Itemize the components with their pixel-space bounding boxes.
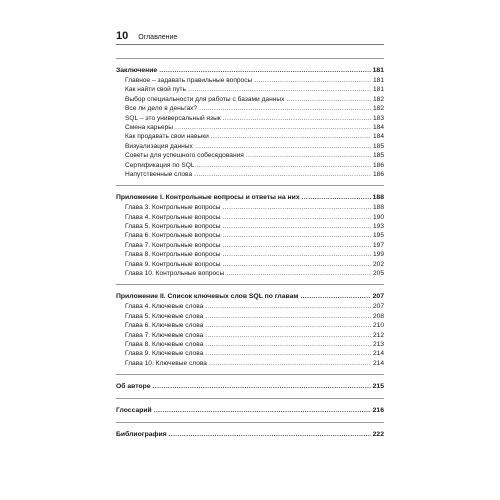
toc-sub-entry-title: Глава 4. Ключевые слова bbox=[125, 303, 204, 311]
toc-sub-entry-title: Напутственные слова bbox=[125, 170, 193, 178]
toc-main-entry-title: Заключение bbox=[116, 67, 158, 74]
toc-sub-entry-page: 183 bbox=[372, 114, 384, 122]
toc-main-entry-page: 216 bbox=[372, 407, 384, 415]
dot-leader bbox=[209, 359, 371, 368]
toc-main-entry-page: 181 bbox=[372, 67, 384, 74]
toc-sub-entry[interactable] bbox=[116, 302, 384, 311]
toc-sub-entry-title: Глава 5. Контрольные вопросы bbox=[125, 223, 221, 231]
toc-main-entry[interactable] bbox=[116, 381, 384, 392]
toc-sub-entry[interactable] bbox=[116, 213, 384, 222]
toc-sub-entry-title: Глава 7. Контрольные вопросы bbox=[125, 241, 221, 249]
toc-sub-entry-title: Глава 9. Контрольные вопросы bbox=[125, 260, 221, 268]
toc-sub-entry-page: 182 bbox=[372, 95, 384, 103]
toc-sub-entry-page: 186 bbox=[372, 170, 384, 178]
toc-sub-entry-title: Сертификация по SQL bbox=[125, 161, 195, 169]
toc-sub-entry-title: Глава 9. Ключевые слова bbox=[125, 350, 204, 358]
toc-sub-entry[interactable] bbox=[116, 349, 384, 358]
toc-sub-entry-page: 207 bbox=[372, 303, 384, 311]
toc-sub-entry-page: 214 bbox=[372, 350, 384, 358]
dot-leader bbox=[205, 331, 371, 340]
toc-sub-entry-page: 185 bbox=[372, 142, 384, 150]
toc-sub-entry-title: SQL – это универсальный язык bbox=[125, 114, 221, 122]
toc-sub-entry[interactable] bbox=[116, 114, 384, 123]
toc-sub-entry-title: Глава 3. Контрольные вопросы bbox=[125, 204, 221, 212]
toc-main-entry-title: Глоссарий bbox=[116, 407, 152, 415]
toc-sub-entry[interactable] bbox=[116, 203, 384, 212]
toc-sub-entry[interactable] bbox=[116, 104, 384, 113]
dot-leader bbox=[223, 260, 371, 269]
toc-sub-entry-title: Глава 8. Ключевые слова bbox=[125, 340, 204, 348]
toc-sub-entry-page: 199 bbox=[372, 251, 384, 259]
dot-leader bbox=[153, 381, 371, 392]
dot-leader bbox=[205, 340, 371, 349]
toc-sub-entry-title: Глава 6. Контрольные вопросы bbox=[125, 232, 221, 240]
toc-sub-entry[interactable] bbox=[116, 76, 384, 85]
toc-main-entry-page: 215 bbox=[372, 383, 384, 391]
page-number: 10 bbox=[116, 30, 129, 42]
toc-sub-entry-title: Визуализация данных bbox=[125, 142, 193, 150]
toc-sub-entry-page: 212 bbox=[372, 331, 384, 339]
toc-sub-entry-page: 181 bbox=[372, 86, 384, 94]
toc-sub-entry-title: Глава 8. Контрольные вопросы bbox=[125, 251, 221, 259]
toc-sub-entry[interactable] bbox=[116, 151, 384, 160]
toc-sub-entry-title: Глава 10. Контрольные вопросы bbox=[125, 270, 225, 278]
toc-main-entry-page: 188 bbox=[372, 194, 384, 202]
toc-sub-entry-page: 185 bbox=[372, 152, 384, 160]
toc-sub-entry[interactable] bbox=[116, 142, 384, 151]
dot-leader bbox=[154, 405, 371, 416]
dot-leader bbox=[159, 65, 370, 76]
dot-leader bbox=[223, 114, 371, 123]
toc-sub-entry[interactable] bbox=[116, 161, 384, 170]
section-divider bbox=[116, 422, 384, 423]
toc-main-entry[interactable] bbox=[116, 291, 384, 302]
toc-sub-entry-title: Все ли дело в деньгах? bbox=[125, 105, 198, 113]
toc-sub-entry-title: Как найти свой путь bbox=[125, 86, 186, 94]
toc-sub-entry[interactable] bbox=[116, 269, 384, 278]
toc-sub-entry-title: Выбор специальности для работы с базами данных bbox=[125, 95, 285, 103]
dot-leader bbox=[197, 161, 371, 170]
dot-leader bbox=[169, 429, 371, 440]
dot-leader bbox=[175, 123, 371, 132]
toc-sub-entry-page: 190 bbox=[372, 213, 384, 221]
dot-leader bbox=[302, 192, 371, 203]
toc-sub-entry-page: 188 bbox=[372, 204, 384, 212]
toc-sub-entry[interactable] bbox=[116, 132, 384, 141]
toc-sub-entry[interactable] bbox=[116, 359, 384, 368]
toc-main-entry[interactable] bbox=[116, 192, 384, 203]
section-divider bbox=[116, 374, 384, 375]
dot-leader bbox=[246, 151, 371, 160]
toc-sub-entry[interactable] bbox=[116, 95, 384, 104]
section-divider bbox=[116, 185, 384, 186]
toc-sub-entry-page: 214 bbox=[372, 359, 384, 367]
page-header bbox=[116, 30, 384, 42]
toc-sub-entry[interactable] bbox=[116, 222, 384, 231]
toc-main-entry-title: Библиография bbox=[116, 431, 167, 439]
toc-sub-entry-page: 184 bbox=[372, 123, 384, 131]
toc-sub-entry-page: 182 bbox=[372, 105, 384, 113]
dot-leader bbox=[223, 250, 371, 259]
toc-section bbox=[116, 58, 384, 179]
toc-main-entry[interactable] bbox=[116, 65, 384, 76]
toc-main-entry-title: Приложение II. Список ключевых слов SQL по главам bbox=[116, 293, 299, 301]
toc-sub-entry[interactable] bbox=[116, 85, 384, 94]
dot-leader bbox=[205, 302, 371, 311]
toc-sub-entry[interactable] bbox=[116, 250, 384, 259]
toc-sub-entry-title: Смена карьеры bbox=[125, 123, 173, 131]
header-divider bbox=[116, 44, 384, 45]
dot-leader bbox=[223, 241, 371, 250]
dot-leader bbox=[205, 321, 371, 330]
dot-leader bbox=[199, 104, 371, 113]
toc-sub-entry-page: 186 bbox=[372, 161, 384, 169]
toc-sub-entry[interactable] bbox=[116, 241, 384, 250]
toc-sub-entry-page: 184 bbox=[372, 133, 384, 141]
dot-leader bbox=[195, 142, 371, 151]
dot-leader bbox=[194, 170, 371, 179]
toc-sub-entry-title: Глава 4. Контрольные вопросы bbox=[125, 213, 221, 221]
toc-sub-entry[interactable] bbox=[116, 340, 384, 349]
dot-leader bbox=[205, 312, 371, 321]
toc-sub-entry[interactable] bbox=[116, 170, 384, 179]
toc-sub-entry-page: 193 bbox=[372, 223, 384, 231]
running-title: Оглавление bbox=[138, 34, 178, 41]
dot-leader bbox=[205, 349, 371, 358]
toc-sub-entry-page: 181 bbox=[372, 77, 384, 84]
dot-leader bbox=[211, 132, 371, 141]
toc-sub-entry-title: Глава 7. Ключевые слова bbox=[125, 331, 204, 339]
toc-section bbox=[116, 422, 384, 440]
toc-sub-entry[interactable] bbox=[116, 123, 384, 132]
toc-sub-entry-page: 202 bbox=[372, 260, 384, 268]
dot-leader bbox=[223, 213, 371, 222]
toc-sub-entry-page: 197 bbox=[372, 241, 384, 249]
toc-main-entry-title: Об авторе bbox=[116, 383, 151, 391]
toc-sub-entry-title: Как продавать свои навыки bbox=[125, 133, 209, 141]
toc-sub-entry-title: Главное – задавать правильные вопросы bbox=[125, 77, 253, 84]
section-divider bbox=[116, 398, 384, 399]
toc-sub-entry[interactable] bbox=[116, 312, 384, 321]
toc-sub-entry-title: Глава 5. Ключевые слова bbox=[125, 312, 204, 320]
dot-leader bbox=[188, 85, 371, 94]
dot-leader bbox=[226, 269, 371, 278]
dot-leader bbox=[223, 231, 371, 240]
toc-sub-entry-page: 208 bbox=[372, 312, 384, 320]
toc-sub-entry-title: Глава 10. Ключевые слова bbox=[125, 359, 207, 367]
toc-sub-entry[interactable] bbox=[116, 231, 384, 240]
toc-sub-entry-title: Глава 6. Ключевые слова bbox=[125, 322, 204, 330]
dot-leader bbox=[223, 203, 371, 212]
dot-leader bbox=[223, 222, 371, 231]
toc-section bbox=[116, 398, 384, 416]
toc-sub-entry-page: 210 bbox=[372, 322, 384, 330]
table-of-contents bbox=[116, 58, 384, 446]
toc-sub-entry[interactable] bbox=[116, 331, 384, 340]
toc-sub-entry[interactable] bbox=[116, 260, 384, 269]
toc-main-entry-page: 222 bbox=[372, 431, 384, 439]
toc-sub-entry-page: 195 bbox=[372, 232, 384, 240]
dot-leader bbox=[300, 291, 370, 302]
toc-sub-entry[interactable] bbox=[116, 321, 384, 330]
dot-leader bbox=[286, 95, 371, 104]
section-divider bbox=[116, 58, 384, 59]
section-divider bbox=[116, 284, 384, 285]
toc-section bbox=[116, 374, 384, 392]
toc-sub-entry-title: Советы для успешного собеседования bbox=[125, 152, 244, 160]
toc-main-entry[interactable] bbox=[116, 429, 384, 440]
toc-main-entry-page: 207 bbox=[372, 293, 384, 301]
toc-main-entry[interactable] bbox=[116, 405, 384, 416]
toc-section bbox=[116, 284, 384, 368]
toc-section bbox=[116, 185, 384, 278]
toc-main-entry-title: Приложение I. Контрольные вопросы и ответы на них bbox=[116, 194, 300, 202]
toc-sub-entry-page: 205 bbox=[372, 270, 384, 278]
toc-sub-entry-page: 213 bbox=[372, 340, 384, 348]
dot-leader bbox=[254, 76, 371, 85]
